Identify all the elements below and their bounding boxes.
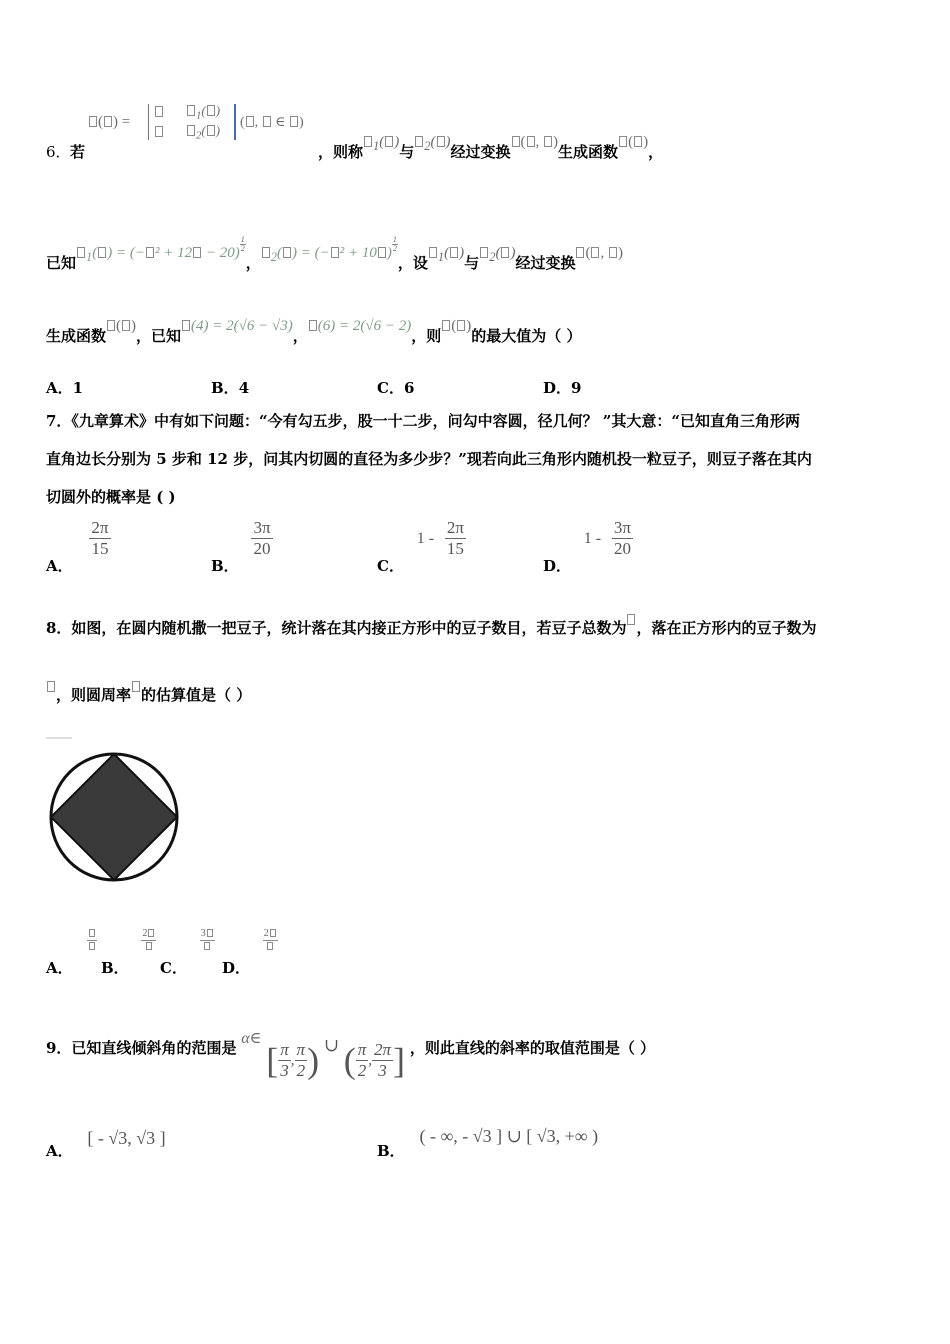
q6-option-a[interactable]: A．1 xyxy=(46,379,84,397)
q6-number: 6． xyxy=(46,143,71,161)
circle-inscribed-square-figure xyxy=(44,735,184,890)
q6-line2: 已知 $_1$( ) = (− ² + 12 − 20) $\frac{1}{2}$ ， $_2$( ) = (− ² + 10 ) $\frac{1}{2}$ ，设 $_1$( )与 $_2$( )经过变换( , ) xyxy=(46,235,623,272)
q8-option-b[interactable]: B． 2 xyxy=(101,928,156,953)
q8-line2: ，则圆周率 的估算值是（ ） xyxy=(46,677,251,698)
q8-option-a[interactable]: A． xyxy=(46,928,97,953)
q8-option-d[interactable]: D． 2 xyxy=(222,928,278,953)
q7-option-c[interactable]: C． 1 - $\frac{2\pi}{15}$ xyxy=(377,518,464,575)
q8-option-c[interactable]: C． 3 xyxy=(160,928,215,953)
q7-line3: 切圆外的概率是 ( ) xyxy=(46,488,176,506)
q7-option-d[interactable]: D． 1 - $\frac{3\pi}{20}$ xyxy=(543,518,631,575)
q7-line2: 直角边长分别为 5 步和 12 步，问其内切圆的直径为多少步？”现若向此三角形内随机投一粒豆子，则豆子落在其内 xyxy=(46,450,812,468)
q6-option-b[interactable]: B．4 xyxy=(211,379,250,397)
q8-line1: 8．如图，在圆内随机撒一把豆子，统计落在其内接正方形中的豆子数目，若豆子总数为 ，落在正方形内的豆子数为 xyxy=(46,610,816,631)
q6-option-d[interactable]: D．9 xyxy=(543,379,582,397)
q6-if: 若 xyxy=(70,143,86,161)
q7-option-a[interactable]: A． $\frac{2\pi}{15}$ xyxy=(46,518,109,575)
q6-option-c[interactable]: C．6 xyxy=(377,379,415,397)
q7-option-b[interactable]: B． $\frac{3\pi}{20}$ xyxy=(211,518,271,575)
q6-line3: 生成函数( )，已知(4) = 2(√6 − √3)，(6) = 2(√6 − 2)，则( )的最大值为（ ） xyxy=(46,318,582,345)
q9-stem: 9．已知直线倾斜角的范围是 α∈ [ $\frac{\pi}{3}$ , $\frac{\pi}{2}$ ) ∪ ( $\frac{\pi}{2}$ , $\frac{2\pi}{3}$ ] ，则此直线的斜率的取值范围是（ ） xyxy=(46,1029,656,1081)
q9-option-b[interactable]: B． ( - ∞, - √3 ] ∪ [ √3, +∞ ) xyxy=(377,1126,599,1160)
q9-option-a[interactable]: A． [ - √3, √3 ] xyxy=(46,1128,166,1160)
q7-line1: 7．《九章算术》中有如下问题：“今有勾五步，股一十二步，问勾中容圆，径几何？ ”其大意：“已知直角三角形两 xyxy=(46,412,801,430)
q6-line1-rest: ，则称 $_1$( )与 $_2$( )经过变换( , )生成函数( )， xyxy=(318,134,664,161)
